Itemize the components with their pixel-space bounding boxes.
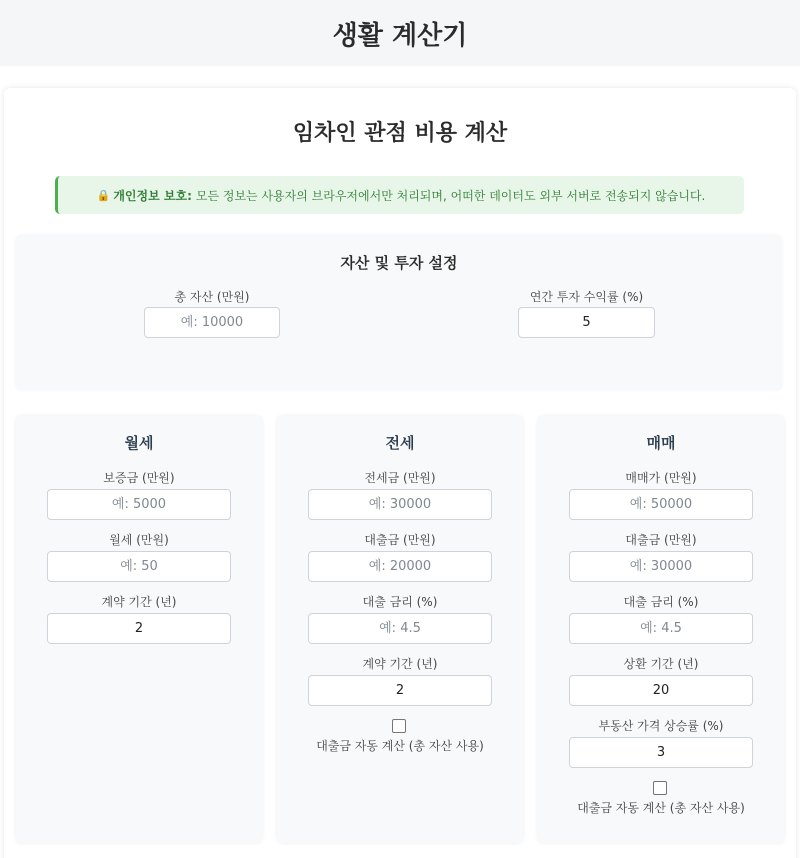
total-assets-input[interactable] xyxy=(144,307,280,338)
privacy-notice-text: 모든 정보는 사용자의 브라우저에서만 처리되며, 어떠한 데이터도 외부 서버로 전송되지 않습니다. xyxy=(195,188,706,203)
monthly-period-label: 계약 기간 (년) xyxy=(101,595,177,609)
jeonse-auto-loan-checkbox[interactable] xyxy=(392,719,406,733)
privacy-notice xyxy=(55,176,744,214)
jeonse-deposit-input[interactable] xyxy=(308,489,492,520)
asset-settings-section xyxy=(16,235,782,390)
purchase-auto-loan-label: 대출금 자동 계산 (총 자산 사용) xyxy=(577,801,745,815)
purchase-rate-input[interactable] xyxy=(569,613,753,644)
investment-return-input[interactable] xyxy=(518,307,655,338)
purchase-repay-period-label: 상환 기간 (년) xyxy=(623,657,699,671)
jeonse-title: 전세 xyxy=(385,434,415,452)
jeonse-rate-label: 대출 금리 (%) xyxy=(362,595,438,609)
jeonse-panel xyxy=(277,416,523,843)
jeonse-loan-label: 대출금 (만원) xyxy=(364,533,436,547)
purchase-auto-loan-checkbox[interactable] xyxy=(653,781,667,795)
jeonse-period-label: 계약 기간 (년) xyxy=(362,657,438,671)
jeonse-deposit-label: 전세금 (만원) xyxy=(364,471,436,485)
app-title: 생활 계산기 xyxy=(332,20,468,51)
purchase-appreciation-label: 부동산 가격 상승률 (%) xyxy=(598,719,724,733)
purchase-repay-period-input[interactable] xyxy=(569,675,753,706)
jeonse-rate-input[interactable] xyxy=(308,613,492,644)
monthly-rent-panel xyxy=(16,416,262,843)
monthly-period-input[interactable] xyxy=(47,613,231,644)
jeonse-period-input[interactable] xyxy=(308,675,492,706)
total-assets-label: 총 자산 (만원) xyxy=(174,290,250,304)
lock-icon: 🔒 xyxy=(96,188,111,202)
jeonse-loan-input[interactable] xyxy=(308,551,492,582)
purchase-panel xyxy=(538,416,784,843)
asset-settings-title: 자산 및 투자 설정 xyxy=(340,254,458,272)
jeonse-auto-loan-label: 대출금 자동 계산 (총 자산 사용) xyxy=(316,739,484,753)
purchase-title: 매매 xyxy=(646,434,676,452)
purchase-loan-label: 대출금 (만원) xyxy=(625,533,697,547)
monthly-rent-title: 월세 xyxy=(124,434,154,452)
privacy-notice-title: 개인정보 보호: xyxy=(113,188,192,203)
purchase-appreciation-input[interactable] xyxy=(569,737,753,768)
monthly-rent-input[interactable] xyxy=(47,551,231,582)
purchase-price-label: 매매가 (만원) xyxy=(625,471,697,485)
app-header xyxy=(0,0,800,66)
purchase-rate-label: 대출 금리 (%) xyxy=(623,595,699,609)
monthly-rent-label: 월세 (만원) xyxy=(109,533,169,547)
page-subtitle: 임차인 관점 비용 계산 xyxy=(292,121,508,146)
investment-return-label: 연간 투자 수익률 (%) xyxy=(529,290,644,304)
purchase-price-input[interactable] xyxy=(569,489,753,520)
purchase-loan-input[interactable] xyxy=(569,551,753,582)
monthly-deposit-label: 보증금 (만원) xyxy=(103,471,175,485)
monthly-deposit-input[interactable] xyxy=(47,489,231,520)
